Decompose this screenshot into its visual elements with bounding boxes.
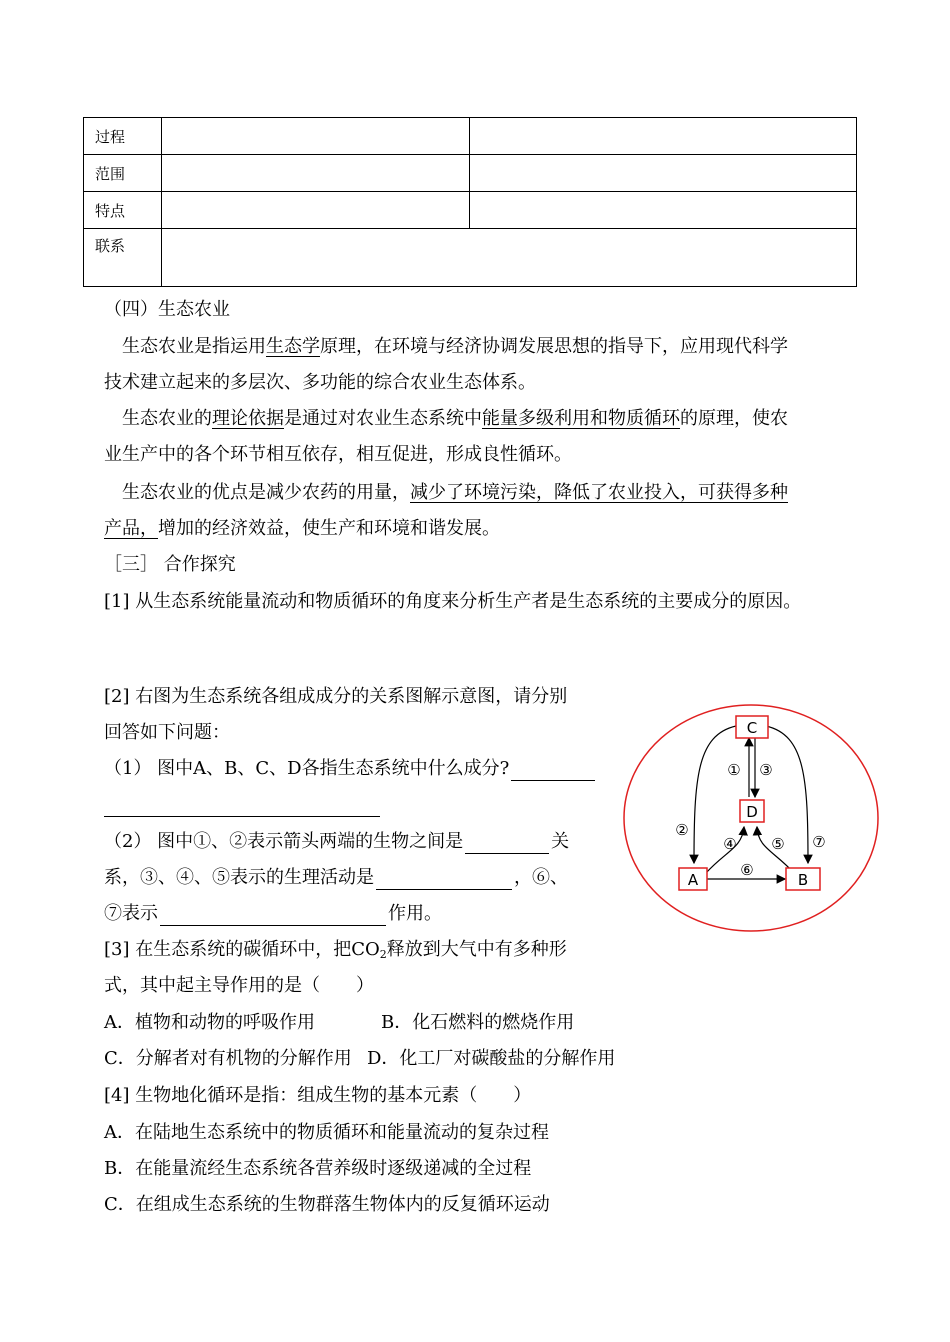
text: 关 <box>551 831 570 852</box>
node-b-label: B <box>797 871 809 889</box>
option-a: A．在陆地生态系统中的物质循环和能量流动的复杂过程 <box>104 1122 549 1143</box>
option-c: C．在组成生态系统的生物群落生物体内的反复循环运动 <box>104 1194 550 1215</box>
label-5: ⑤ <box>771 835 785 853</box>
text: 原理，在环境与经济协调发展思想的指导下，应用现代科学 <box>320 336 788 357</box>
table-cell <box>162 229 857 287</box>
option-c: C．分解者对有机物的分解作用 <box>104 1048 352 1069</box>
node-a-label: A <box>687 871 699 889</box>
label-7: ⑦ <box>812 833 826 851</box>
underlined-text: 减少了环境污染，降低了农业投入，可获得多种 <box>410 482 788 503</box>
node-d-label: D <box>746 803 758 821</box>
table-cell <box>162 155 470 192</box>
table-cell <box>470 192 857 229</box>
text: 生态农业是指运用 <box>122 336 266 357</box>
question-2-2 <box>104 830 569 854</box>
label-2: ② <box>675 821 689 839</box>
text: （2） 图中①、②表示箭头两端的生物之间是 <box>104 831 464 852</box>
comparison-table <box>83 117 857 287</box>
section4-heading: （四）生态农业 <box>104 299 230 320</box>
label-1: ① <box>727 761 741 779</box>
row-label-process: 过程 <box>84 118 162 155</box>
table-row <box>84 229 857 287</box>
table-row <box>84 192 857 229</box>
underlined-text: 理论依据 <box>212 408 284 429</box>
label-6: ⑥ <box>740 861 754 879</box>
question-2-intro: 回答如下问题： <box>104 722 230 743</box>
text: 生态农业的优点是减少农药的用量， <box>122 482 410 503</box>
text: 释放到大气中有多种形 <box>386 939 567 960</box>
answer-blank <box>376 869 512 890</box>
text: 增加的经济效益，使生产和环境和谐发展。 <box>158 518 500 539</box>
ecosystem-diagram <box>622 703 880 933</box>
label-4: ④ <box>723 835 737 853</box>
question-2-2 <box>104 902 442 926</box>
subscript: 2 <box>379 948 387 961</box>
row-label-relation: 联系 <box>84 229 162 287</box>
paragraph-line <box>122 335 788 359</box>
question-1: [1] 从生态系统能量流动和物质循环的角度来分析生产者是生态系统的主要成分的原因。 <box>104 591 802 612</box>
node-c-label: C <box>746 719 758 737</box>
question-2-intro: [2] 右图为生态系统各组成成分的关系图解示意图，请分别 <box>104 686 568 707</box>
underlined-text: 产品， <box>104 518 158 539</box>
table-cell <box>162 192 470 229</box>
option-d: D．化工厂对碳酸盐的分解作用 <box>367 1048 616 1069</box>
underlined-text: 生态学 <box>266 336 320 357</box>
text: 系，③、④、⑤表示的生理活动是 <box>104 867 374 888</box>
question-3: 式，其中起主导作用的是（ ） <box>104 975 374 996</box>
answer-blank <box>465 833 549 854</box>
option-b: B．在能量流经生态系统各营养级时逐级递减的全过程 <box>104 1158 532 1179</box>
section3-heading: ［三］ 合作探究 <box>104 554 236 575</box>
paragraph-line: 技术建立起来的多层次、多功能的综合农业生态体系。 <box>104 372 536 393</box>
table-cell <box>162 118 470 155</box>
table-row <box>84 155 857 192</box>
option-b: B．化石燃料的燃烧作用 <box>381 1012 575 1033</box>
option-a: A．植物和动物的呼吸作用 <box>104 1012 315 1033</box>
paragraph-line <box>122 481 788 505</box>
text: [3] 在生态系统的碳循环中，把CO <box>104 939 380 960</box>
row-label-feature: 特点 <box>84 192 162 229</box>
table-cell <box>470 118 857 155</box>
paragraph-line: 业生产中的各个环节相互依存，相互促进，形成良性循环。 <box>104 444 572 465</box>
text: ，⑥、 <box>514 867 568 888</box>
text: （1） 图中A、B、C、D各指生态系统中什么成分? <box>104 758 510 779</box>
answer-blank <box>104 796 380 817</box>
question-2-2 <box>104 866 568 890</box>
text: ⑦表示 <box>104 903 158 924</box>
answer-line <box>104 793 380 817</box>
answer-blank <box>511 760 595 781</box>
question-2-1 <box>104 757 597 781</box>
paragraph-line <box>122 407 788 431</box>
table-cell <box>470 155 857 192</box>
label-3: ③ <box>759 761 773 779</box>
paragraph-line <box>104 517 500 541</box>
question-3 <box>104 938 567 967</box>
text: 的原理，使农 <box>680 408 788 429</box>
underlined-text: 能量多级利用和物质循环 <box>482 408 680 429</box>
text: 生态农业的 <box>122 408 212 429</box>
text: 作用。 <box>388 903 442 924</box>
question-4: [4] 生物地化循环是指：组成生物的基本元素（ ） <box>104 1085 532 1106</box>
table-row <box>84 118 857 155</box>
answer-blank <box>160 905 386 926</box>
row-label-range: 范围 <box>84 155 162 192</box>
text: 是通过对农业生态系统中 <box>284 408 482 429</box>
